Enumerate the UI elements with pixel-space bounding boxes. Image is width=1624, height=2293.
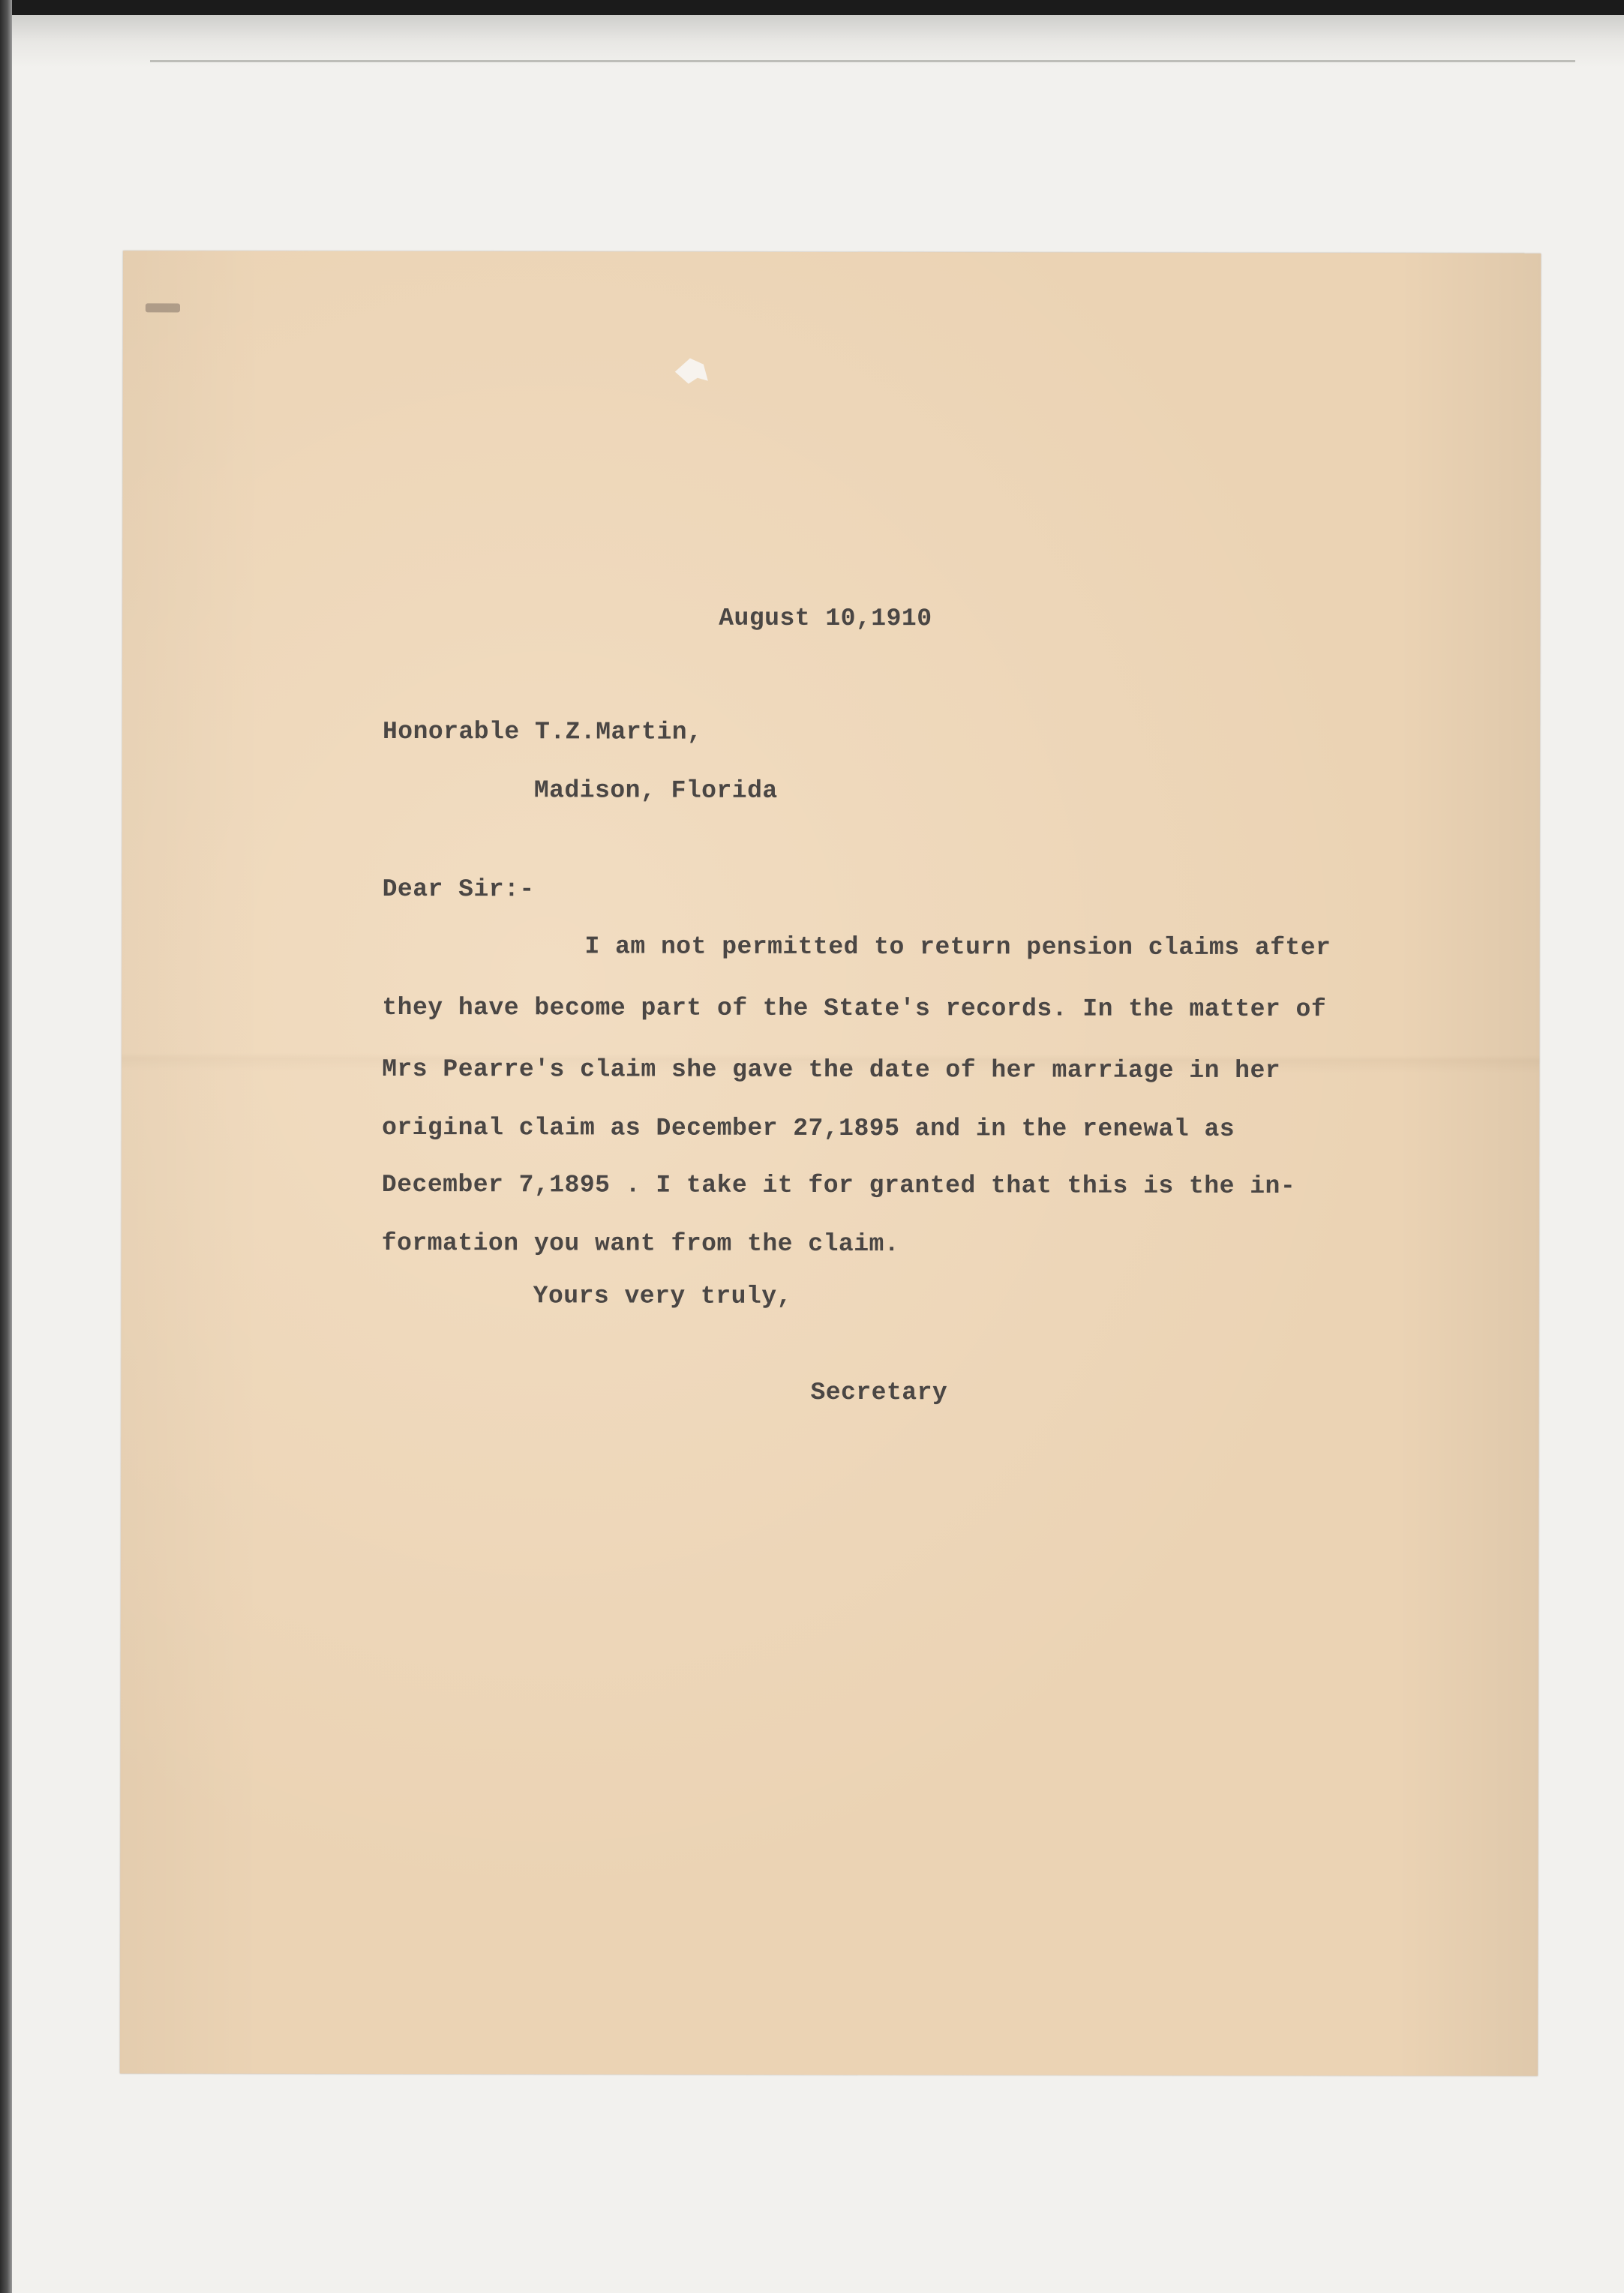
body-line: Mrs Pearre's claim she gave the date of her marriage in her bbox=[382, 1055, 1281, 1085]
signature-title: Secretary bbox=[810, 1378, 948, 1407]
recipient-name: Honorable T.Z.Martin, bbox=[382, 717, 703, 746]
letter-date: August 10,1910 bbox=[719, 604, 932, 633]
recipient-place: Madison, Florida bbox=[533, 776, 778, 805]
paper-tear-mark bbox=[669, 342, 722, 395]
body-line: they have become part of the State's records. In the matter of bbox=[382, 993, 1327, 1024]
letter-sheet bbox=[120, 251, 1541, 2075]
scanner-frame-top bbox=[0, 0, 1624, 15]
body-line: formation you want from the claim. bbox=[381, 1229, 900, 1259]
salutation: Dear Sir:- bbox=[382, 875, 535, 904]
body-line: original claim as December 27,1895 and in the renewal as bbox=[382, 1113, 1235, 1143]
edge-mark bbox=[146, 303, 180, 312]
scanner-frame-left bbox=[0, 0, 12, 2293]
scan-line bbox=[150, 60, 1575, 62]
body-line: I am not permitted to return pension claims after bbox=[584, 932, 1331, 962]
closing: Yours very truly, bbox=[533, 1282, 792, 1310]
body-line: December 7,1895 . I take it for granted that this is the in- bbox=[381, 1170, 1296, 1201]
